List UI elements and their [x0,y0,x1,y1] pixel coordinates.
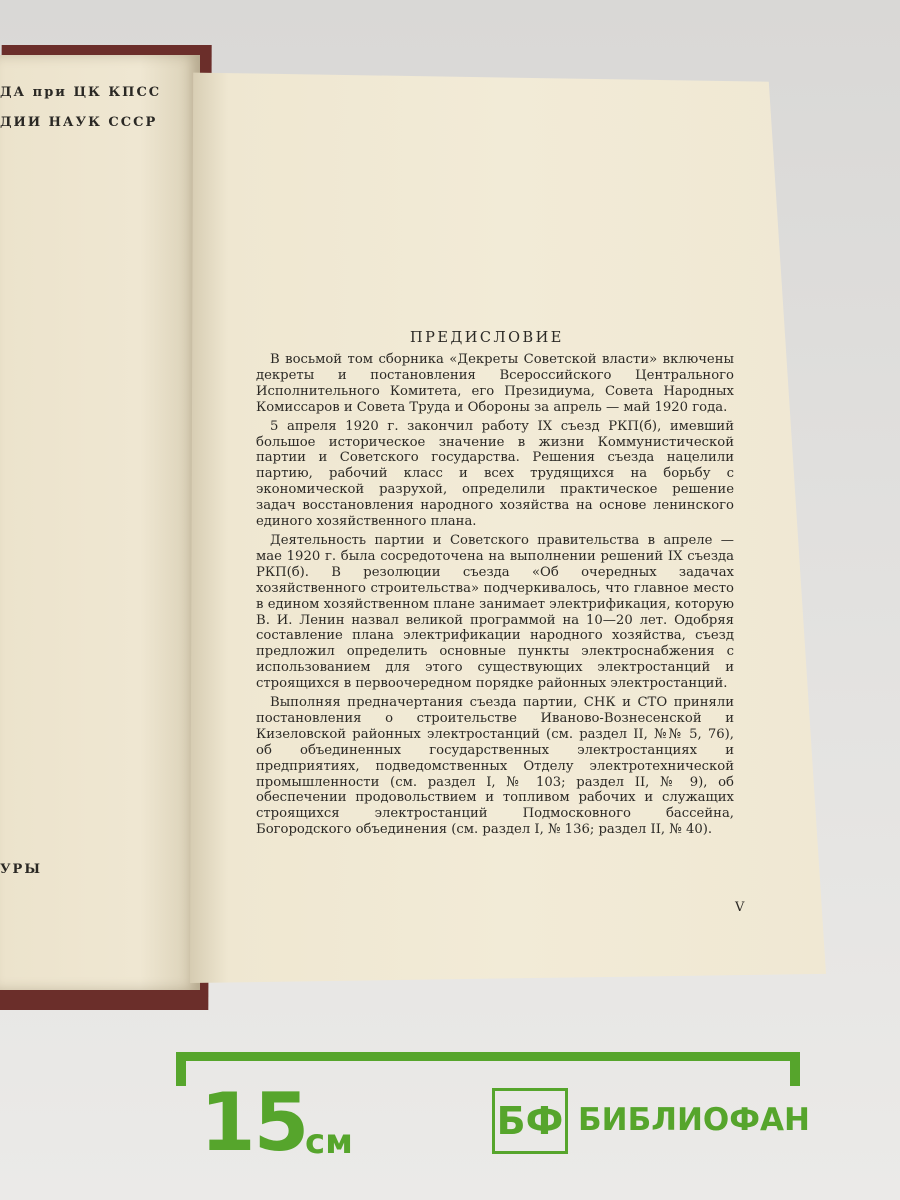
brand-logo-mark: БФ [496,1099,564,1143]
page-heading: ПРЕДИСЛОВИЕ [410,330,564,346]
left-page-line-2: ДИИ НАУК СССР [0,115,158,130]
left-page-line-3: УРЫ [0,862,42,877]
page-number: V [735,900,745,915]
ruler-unit: см [305,1122,353,1162]
paragraph-4: Выполняя предначертания съезда партии, СНК и СТО приняли постановления о строительстве Иваново-Вознесенской и Кизеловской районных электростанций (см. раздел II, №№ 5, 76), об объединенных государственных электростанциях и предприятиях, подведомственных Отделу электротехнической промышленности (см. раздел I, № 103; раздел II, № 9), об обеспечении продовольствием и топливом рабочих и служащих строящихся электростанций Подмосковного бассейна, Богородского объединения (см. раздел I, № 136; раздел II, № 40). [256,695,734,838]
left-page-line-1: ДА при ЦК КПСС [0,85,162,100]
preface-text [256,352,734,838]
ruler-tick-right [790,1052,800,1086]
brand-logo-icon [492,1088,568,1154]
ruler-bar [176,1052,800,1061]
brand-name: БИБЛИОФАН [578,1102,810,1138]
ruler-number: 15 [200,1076,308,1169]
paragraph-1: В восьмой том сборника «Декреты Советской власти» включены декреты и постановления Всероссийского Центрального Исполнительного Комитета, его Президиума, Совета Народных Комиссаров и Совета Труда и Обороны за апрель — май 1920 года. [256,352,734,415]
paragraph-2: 5 апреля 1920 г. закончил работу IX съезд РКП(б), имевший большое историческое значение в жизни Коммунистической партии и Советского государства. Решения съезда нацелили партию, рабочий класс и всех трудящихся на борьбу с экономической разрухой, определили практическое решение задач восстановления народного хозяйства на основе ленинского единого хозяйственного плана. [256,418,734,530]
paragraph-3: Деятельность партии и Советского правительства в апреле — мае 1920 г. была сосредоточена на выполнении решений IX съезда РКП(б). В резолюции съезда «Об очередных задачах хозяйственного строительства» подчеркивалось, что главное место в едином хозяйственном плане занимает электрификация, которую В. И. Ленин назвал великой программой на 10—20 лет. Одобряя составление плана электрификации народного хозяйства, съезд предложил определить основные пункты электроснабжения с использованием для этого существующих электростанций и строящихся в первоочередном порядке районных электростанций. [256,532,734,692]
left-page [0,55,200,990]
ruler-tick-left [176,1052,186,1086]
